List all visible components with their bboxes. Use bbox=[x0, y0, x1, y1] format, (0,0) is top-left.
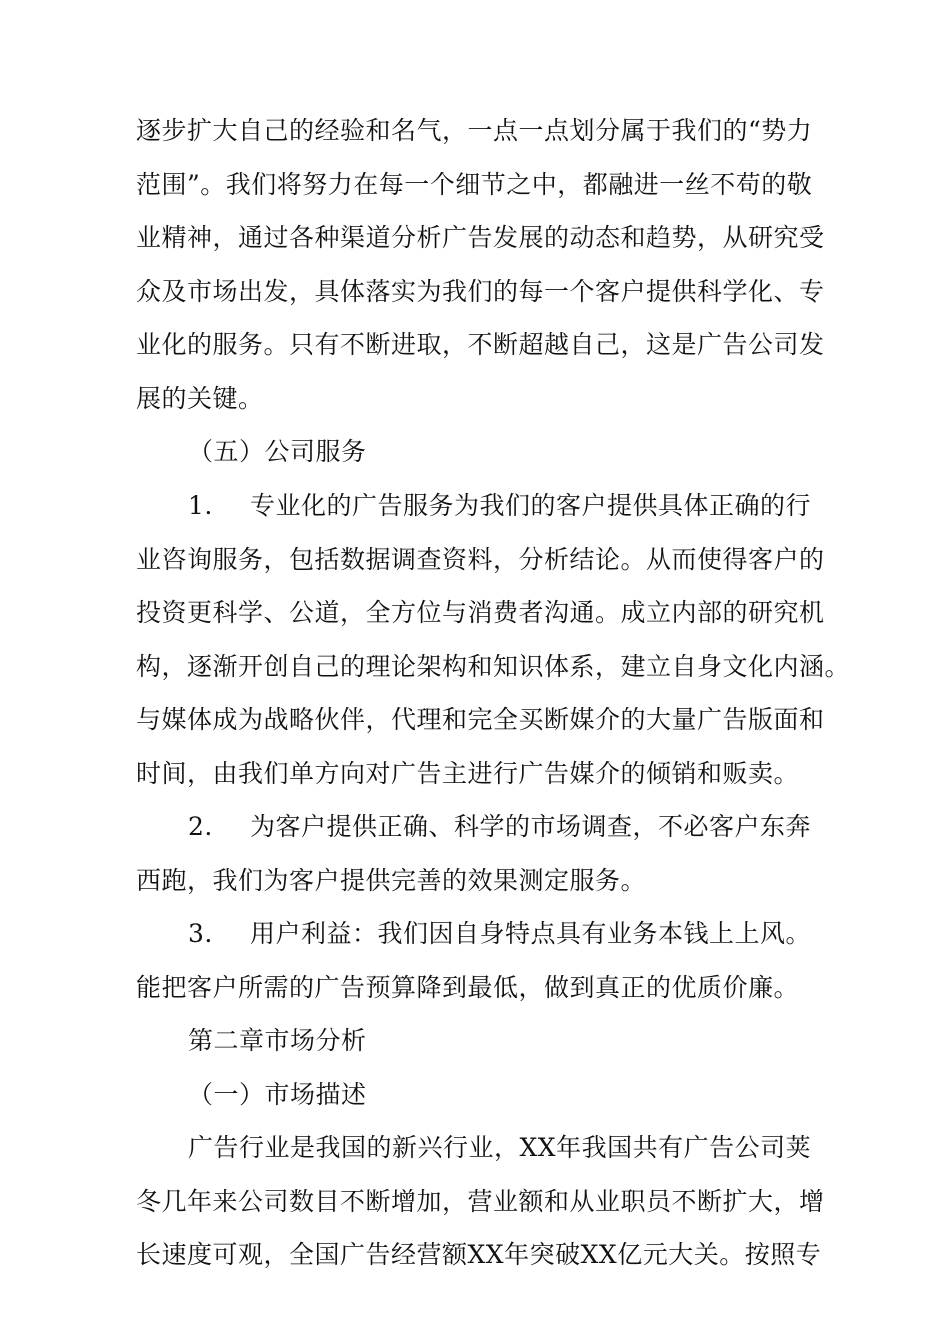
section-heading: （一）市场描述 bbox=[188, 1080, 367, 1109]
paragraph-line: 长速度可观，全国广告经营额XX年突破XX亿元大关。按照专 bbox=[136, 1240, 822, 1269]
paragraph-line: 逐步扩大自己的经验和名气，一点一点划分属于我们的“势力 bbox=[136, 116, 813, 145]
item-text: 用户利益：我们因自身特点具有业务本钱上上风。 bbox=[250, 919, 812, 948]
section-heading: （五）公司服务 bbox=[188, 437, 367, 466]
paragraph-line: 展的关键。 bbox=[136, 384, 264, 413]
paragraph-line: 时间，由我们单方向对广告主进行广告媒介的倾销和贩卖。 bbox=[136, 759, 800, 788]
paragraph-line: 范围”。我们将努力在每一个细节之中，都融进一丝不苟的敬 bbox=[136, 170, 813, 199]
paragraph-line: 投资更科学、公道，全方位与消费者沟通。成立内部的研究机 bbox=[136, 598, 825, 627]
paragraph-line: 业咨询服务，包括数据调查资料，分析结论。从而使得客户的 bbox=[136, 545, 825, 574]
paragraph-line: 业化的服务。只有不断进取，不断超越自己，这是广告公司发 bbox=[136, 330, 825, 359]
paragraph-line: 与媒体成为战略伙伴，代理和完全买断媒介的大量广告版面和 bbox=[136, 705, 825, 734]
list-item-first-line bbox=[188, 491, 811, 521]
paragraph-line: 业精神，通过各种渠道分析广告发展的动态和趋势，从研究受 bbox=[136, 223, 825, 252]
paragraph-line: 构，逐渐开创自己的理论架构和知识体系，建立自身文化内涵。 bbox=[136, 652, 851, 681]
item-text: 为客户提供正确、科学的市场调查，不必客户东奔 bbox=[250, 812, 812, 841]
paragraph-line: 众及市场出发，具体落实为我们的每一个客户提供科学化、专 bbox=[136, 277, 825, 306]
list-item-first-line bbox=[188, 812, 811, 842]
chapter-heading: 第二章市场分析 bbox=[188, 1026, 367, 1055]
list-item-first-line bbox=[188, 919, 811, 949]
paragraph-line: 能把客户所需的广告预算降到最低，做到真正的优质价廉。 bbox=[136, 973, 800, 1002]
item-number: 2. bbox=[188, 812, 213, 841]
paragraph-line: 冬几年来公司数目不断增加，营业额和从业职员不断扩大，增 bbox=[136, 1187, 825, 1216]
item-text: 专业化的广告服务为我们的客户提供具体正确的行 bbox=[250, 491, 812, 520]
paragraph-line: 西跑，我们为客户提供完善的效果测定服务。 bbox=[136, 866, 647, 895]
paragraph-line: 广告行业是我国的新兴行业，XX年我国共有广告公司荚 bbox=[188, 1133, 812, 1162]
item-number: 3. bbox=[188, 919, 213, 948]
item-number: 1. bbox=[188, 491, 213, 520]
